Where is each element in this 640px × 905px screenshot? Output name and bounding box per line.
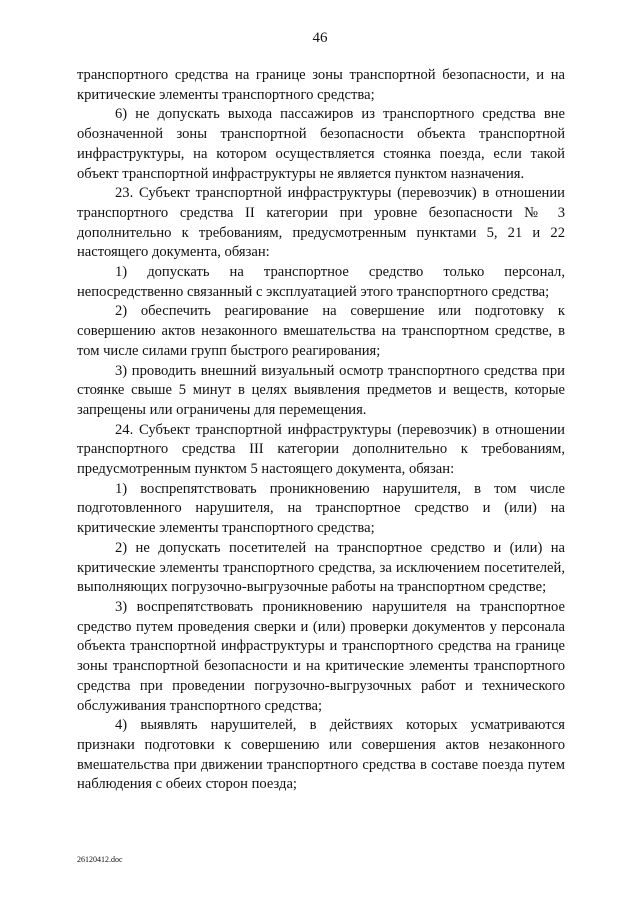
paragraph-24-item-2: 2) не допускать посетителей на транспортное средство и (или) на критические элементы транспортного средства, за исключением посетителей, выполняющих погрузочно-выгрузочные работы на транспортном средстве; (77, 539, 565, 596)
paragraph-23-item-1: 1) допускать на транспортное средство только персонал, непосредственно связанный с эксплуатацией этого транспортного средства; (77, 264, 565, 300)
document-body (77, 66, 565, 795)
paragraph-item-6: 6) не допускать выхода пассажиров из транспортного средства вне обозначенной зоны транспортной безопасности объекта транспортной инфраструктуры, на котором осуществляется стоянка поезда, если такой объект транспортной инфраструктуры не является пунктом назначения. (77, 106, 565, 182)
paragraph-23-item-3: 3) проводить внешний визуальный осмотр транспортного средства при стоянке свыше 5 минут в целях выявления предметов и веществ, которые запрещены или ограничены для перемещения. (77, 362, 565, 418)
paragraph-24-item-3: 3) воспрепятствовать проникновению нарушителя на транспортное средство путем проведения сверки и (или) проверки документов у персонала объекта транспортной инфраструктуры и транспортного средства на границе зоны транспортной безопасности и на критические элементы транспортного средства при проведении погрузочно-выгрузочных работ и технического обслуживания транспортного средства; (77, 598, 565, 714)
paragraph-24-item-4: 4) выявлять нарушителей, в действиях которых усматриваются признаки подготовки к совершению или совершения актов незаконного вмешательства при движении транспортного средства в составе поезда путем наблюдения с обеих сторон поезда; (77, 717, 565, 793)
paragraph-clause-24: 24. Субъект транспортной инфраструктуры (перевозчик) в отношении транспортного средства III категории дополнительно к требованиям, предусмотренным пунктом 5 настоящего документа, обязан: (77, 421, 565, 478)
file-name-footer: 26120412.doc (77, 855, 123, 864)
page-number: 46 (312, 30, 328, 46)
paragraph-continuation: транспортного средства на границе зоны транспортной безопасности, и на критические элементы транспортного средства; (77, 67, 565, 103)
paragraph-24-item-1: 1) воспрепятствовать проникновению нарушителя, в том числе подготовленного нарушителя, на транспортное средство и (или) на критические элементы транспортного средства; (77, 480, 565, 537)
paragraph-clause-23: 23. Субъект транспортной инфраструктуры (перевозчик) в отношении транспортного средства II категории при уровне безопасности № 3 дополнительно к требованиям, предусмотренным пунктами 5, 21 и 22 настоящего документа, обязан: (77, 185, 565, 261)
paragraph-23-item-2: 2) обеспечить реагирование на совершение или подготовку к совершению актов незаконного вмешательства на транспортном средстве, в том числе силами групп быстрого реагирования; (77, 303, 565, 359)
